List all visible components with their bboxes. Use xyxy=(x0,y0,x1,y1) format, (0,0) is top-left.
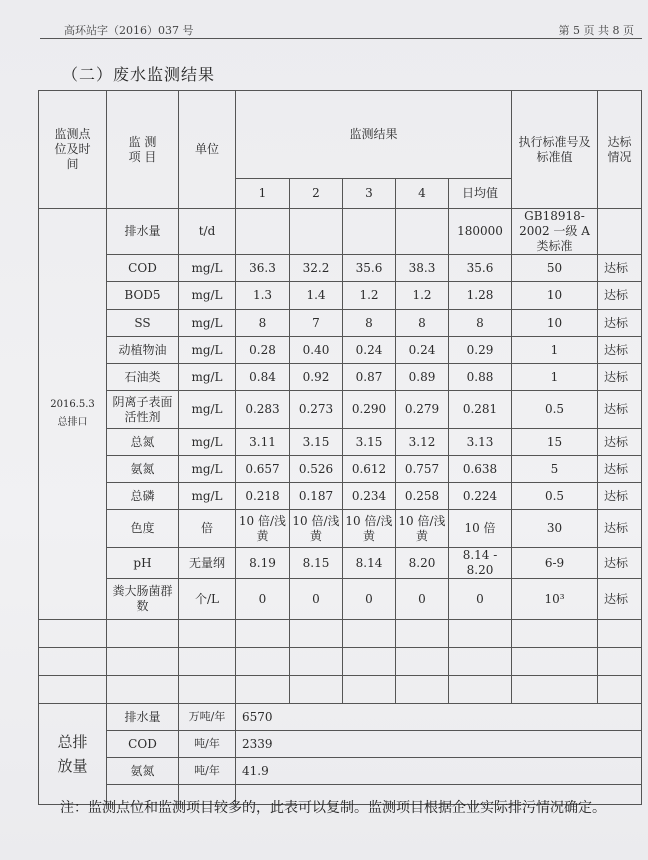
result-3: 0.24 xyxy=(343,337,396,364)
empty-cell xyxy=(449,676,512,704)
table-row xyxy=(39,282,642,310)
daily-avg: 3.13 xyxy=(449,429,512,456)
result-4: 0.89 xyxy=(396,364,449,391)
result-4: 0 xyxy=(396,579,449,620)
totals-unit: 吨/年 xyxy=(179,731,236,758)
unit-cell: mg/L xyxy=(179,282,236,310)
result-4: 8.20 xyxy=(396,548,449,579)
daily-avg: 8 xyxy=(449,310,512,337)
standard-value: 10 xyxy=(512,282,598,310)
result-2: 0.40 xyxy=(290,337,343,364)
table-row xyxy=(39,456,642,483)
unit-cell: mg/L xyxy=(179,391,236,429)
empty-cell xyxy=(290,648,343,676)
empty-cell xyxy=(179,648,236,676)
header-results: 监测结果 xyxy=(236,91,512,179)
empty-cell xyxy=(449,620,512,648)
standard-value: 10 xyxy=(512,310,598,337)
empty-cell xyxy=(598,676,642,704)
result-1: 8 xyxy=(236,310,290,337)
standard-value: 5 xyxy=(512,456,598,483)
status-cell: 达标 xyxy=(598,579,642,620)
result-2: 0.273 xyxy=(290,391,343,429)
header-unit: 单位 xyxy=(179,91,236,209)
result-1: 0.84 xyxy=(236,364,290,391)
standard-value: 6-9 xyxy=(512,548,598,579)
empty-cell xyxy=(598,648,642,676)
item-cell: COD xyxy=(107,255,179,282)
item-cell: BOD5 xyxy=(107,282,179,310)
header-run-3: 3 xyxy=(343,179,396,209)
totals-unit: 万吨/年 xyxy=(179,704,236,731)
document-number: 高环站字（2016）037 号 xyxy=(64,24,194,37)
empty-cell xyxy=(396,648,449,676)
totals-row xyxy=(39,704,642,731)
unit-cell: 倍 xyxy=(179,510,236,548)
item-cell: 色度 xyxy=(107,510,179,548)
result-1: 3.11 xyxy=(236,429,290,456)
result-1: 36.3 xyxy=(236,255,290,282)
standard-value: 50 xyxy=(512,255,598,282)
result-4: 8 xyxy=(396,310,449,337)
table-row xyxy=(39,255,642,282)
totals-item: 排水量 xyxy=(107,704,179,731)
header-run-4: 4 xyxy=(396,179,449,209)
status-cell: 达标 xyxy=(598,337,642,364)
result-3: 0.87 xyxy=(343,364,396,391)
result-2: 0.92 xyxy=(290,364,343,391)
result-3 xyxy=(343,209,396,255)
result-4: 3.12 xyxy=(396,429,449,456)
empty-cell xyxy=(107,620,179,648)
standard-value: 0.5 xyxy=(512,483,598,510)
empty-cell xyxy=(290,620,343,648)
result-4: 0.258 xyxy=(396,483,449,510)
empty-cell xyxy=(107,648,179,676)
standard-value: 1 xyxy=(512,337,598,364)
standard-value: 10³ xyxy=(512,579,598,620)
site-name: 总排口 xyxy=(57,417,88,428)
empty-cell xyxy=(343,676,396,704)
result-1: 0 xyxy=(236,579,290,620)
totals-item: 氨氮 xyxy=(107,758,179,785)
site-date: 2016.5.3 xyxy=(50,398,95,410)
empty-cell xyxy=(236,648,290,676)
daily-avg: 0.638 xyxy=(449,456,512,483)
result-3: 35.6 xyxy=(343,255,396,282)
empty-cell xyxy=(449,648,512,676)
item-cell: 氨氮 xyxy=(107,456,179,483)
result-2: 0 xyxy=(290,579,343,620)
result-1: 0.218 xyxy=(236,483,290,510)
header-run-2: 2 xyxy=(290,179,343,209)
unit-cell: 无量纲 xyxy=(179,548,236,579)
totals-value: 6570 xyxy=(236,704,642,731)
result-2: 8.15 xyxy=(290,548,343,579)
result-1: 0.28 xyxy=(236,337,290,364)
daily-avg: 10 倍 xyxy=(449,510,512,548)
table-row xyxy=(39,429,642,456)
totals-item: COD xyxy=(107,731,179,758)
status-cell: 达标 xyxy=(598,282,642,310)
table-row xyxy=(39,337,642,364)
table-row xyxy=(39,483,642,510)
empty-cell xyxy=(39,676,107,704)
result-3: 0.290 xyxy=(343,391,396,429)
result-2 xyxy=(290,209,343,255)
empty-cell xyxy=(179,620,236,648)
empty-row xyxy=(39,620,642,648)
daily-avg: 0.281 xyxy=(449,391,512,429)
status-cell: 达标 xyxy=(598,255,642,282)
unit-cell: 个/L xyxy=(179,579,236,620)
result-2: 0.526 xyxy=(290,456,343,483)
empty-cell xyxy=(598,620,642,648)
status-cell: 达标 xyxy=(598,310,642,337)
result-3: 1.2 xyxy=(343,282,396,310)
status-cell: 达标 xyxy=(598,391,642,429)
empty-cell xyxy=(236,676,290,704)
wastewater-results-table xyxy=(38,90,642,805)
result-4: 0.757 xyxy=(396,456,449,483)
standard-value: 30 xyxy=(512,510,598,548)
result-2: 3.15 xyxy=(290,429,343,456)
standard-value: 0.5 xyxy=(512,391,598,429)
unit-cell: mg/L xyxy=(179,337,236,364)
result-1: 1.3 xyxy=(236,282,290,310)
result-2: 7 xyxy=(290,310,343,337)
result-4: 0.279 xyxy=(396,391,449,429)
empty-cell xyxy=(179,676,236,704)
unit-cell: mg/L xyxy=(179,483,236,510)
status-cell: 达标 xyxy=(598,456,642,483)
header-rule xyxy=(40,38,642,39)
result-3: 0 xyxy=(343,579,396,620)
table-row xyxy=(39,548,642,579)
status-cell xyxy=(598,209,642,255)
empty-cell xyxy=(107,676,179,704)
daily-avg: 35.6 xyxy=(449,255,512,282)
empty-row xyxy=(39,648,642,676)
table-row xyxy=(39,510,642,548)
table-row xyxy=(39,209,642,255)
result-2: 1.4 xyxy=(290,282,343,310)
daily-avg: 0 xyxy=(449,579,512,620)
totals-unit: 吨/年 xyxy=(179,758,236,785)
unit-cell: mg/L xyxy=(179,310,236,337)
empty-cell xyxy=(512,620,598,648)
status-cell: 达标 xyxy=(598,483,642,510)
status-cell: 达标 xyxy=(598,548,642,579)
empty-cell xyxy=(290,676,343,704)
result-2: 32.2 xyxy=(290,255,343,282)
item-cell: 阴离子表面活性剂 xyxy=(107,391,179,429)
result-1 xyxy=(236,209,290,255)
header-status: 达标情况 xyxy=(598,91,642,209)
section-title: （二）废水监测结果 xyxy=(62,65,216,84)
result-4: 10 倍/浅黄 xyxy=(396,510,449,548)
daily-avg: 0.29 xyxy=(449,337,512,364)
status-cell: 达标 xyxy=(598,510,642,548)
daily-avg: 0.88 xyxy=(449,364,512,391)
item-cell: 动植物油 xyxy=(107,337,179,364)
header-site: 监测点位及时间 xyxy=(39,91,107,209)
result-1: 10 倍/浅黄 xyxy=(236,510,290,548)
unit-cell: mg/L xyxy=(179,456,236,483)
daily-avg: 0.224 xyxy=(449,483,512,510)
daily-avg: 8.14 - 8.20 xyxy=(449,548,512,579)
totals-value: 41.9 xyxy=(236,758,642,785)
table-row xyxy=(39,391,642,429)
table-row xyxy=(39,364,642,391)
status-cell: 达标 xyxy=(598,429,642,456)
status-cell: 达标 xyxy=(598,364,642,391)
item-cell: 总磷 xyxy=(107,483,179,510)
header-daily-avg: 日均值 xyxy=(449,179,512,209)
result-4 xyxy=(396,209,449,255)
page-indicator: 第 5 页 共 8 页 xyxy=(558,24,634,37)
standard-value: 15 xyxy=(512,429,598,456)
empty-cell xyxy=(343,620,396,648)
result-4: 0.24 xyxy=(396,337,449,364)
header-standard: 执行标准号及标准值 xyxy=(512,91,598,209)
totals-value: 2339 xyxy=(236,731,642,758)
item-cell: 粪大肠菌群数 xyxy=(107,579,179,620)
header-item: 监 测 项 目 xyxy=(107,91,179,209)
empty-cell xyxy=(396,620,449,648)
unit-cell: mg/L xyxy=(179,429,236,456)
result-3: 3.15 xyxy=(343,429,396,456)
header-run-1: 1 xyxy=(236,179,290,209)
standard-value: GB18918-2002 一级 A 类标准 xyxy=(512,209,598,255)
unit-cell: mg/L xyxy=(179,255,236,282)
result-1: 8.19 xyxy=(236,548,290,579)
empty-cell xyxy=(512,648,598,676)
totals-row xyxy=(39,731,642,758)
empty-cell xyxy=(512,676,598,704)
empty-cell xyxy=(236,620,290,648)
result-3: 10 倍/浅黄 xyxy=(343,510,396,548)
unit-cell: t/d xyxy=(179,209,236,255)
footnote: 注：监测点位和监测项目较多的，此表可以复制。监测项目根据企业实际排污情况确定。 xyxy=(60,800,606,816)
standard-value: 1 xyxy=(512,364,598,391)
site-cell xyxy=(39,209,107,620)
item-cell: SS xyxy=(107,310,179,337)
totals-label: 总排放量 xyxy=(39,704,107,805)
result-3: 8 xyxy=(343,310,396,337)
daily-avg: 1.28 xyxy=(449,282,512,310)
result-4: 38.3 xyxy=(396,255,449,282)
result-1: 0.657 xyxy=(236,456,290,483)
result-1: 0.283 xyxy=(236,391,290,429)
empty-cell xyxy=(343,648,396,676)
table-row xyxy=(39,310,642,337)
item-cell: pH xyxy=(107,548,179,579)
empty-cell xyxy=(39,620,107,648)
empty-cell xyxy=(39,648,107,676)
result-3: 8.14 xyxy=(343,548,396,579)
table-row xyxy=(39,579,642,620)
empty-row xyxy=(39,676,642,704)
result-3: 0.612 xyxy=(343,456,396,483)
result-2: 0.187 xyxy=(290,483,343,510)
item-cell: 石油类 xyxy=(107,364,179,391)
item-cell: 排水量 xyxy=(107,209,179,255)
result-4: 1.2 xyxy=(396,282,449,310)
unit-cell: mg/L xyxy=(179,364,236,391)
item-cell: 总氮 xyxy=(107,429,179,456)
totals-row xyxy=(39,758,642,785)
result-3: 0.234 xyxy=(343,483,396,510)
daily-avg: 180000 xyxy=(449,209,512,255)
result-2: 10 倍/浅黄 xyxy=(290,510,343,548)
empty-cell xyxy=(396,676,449,704)
